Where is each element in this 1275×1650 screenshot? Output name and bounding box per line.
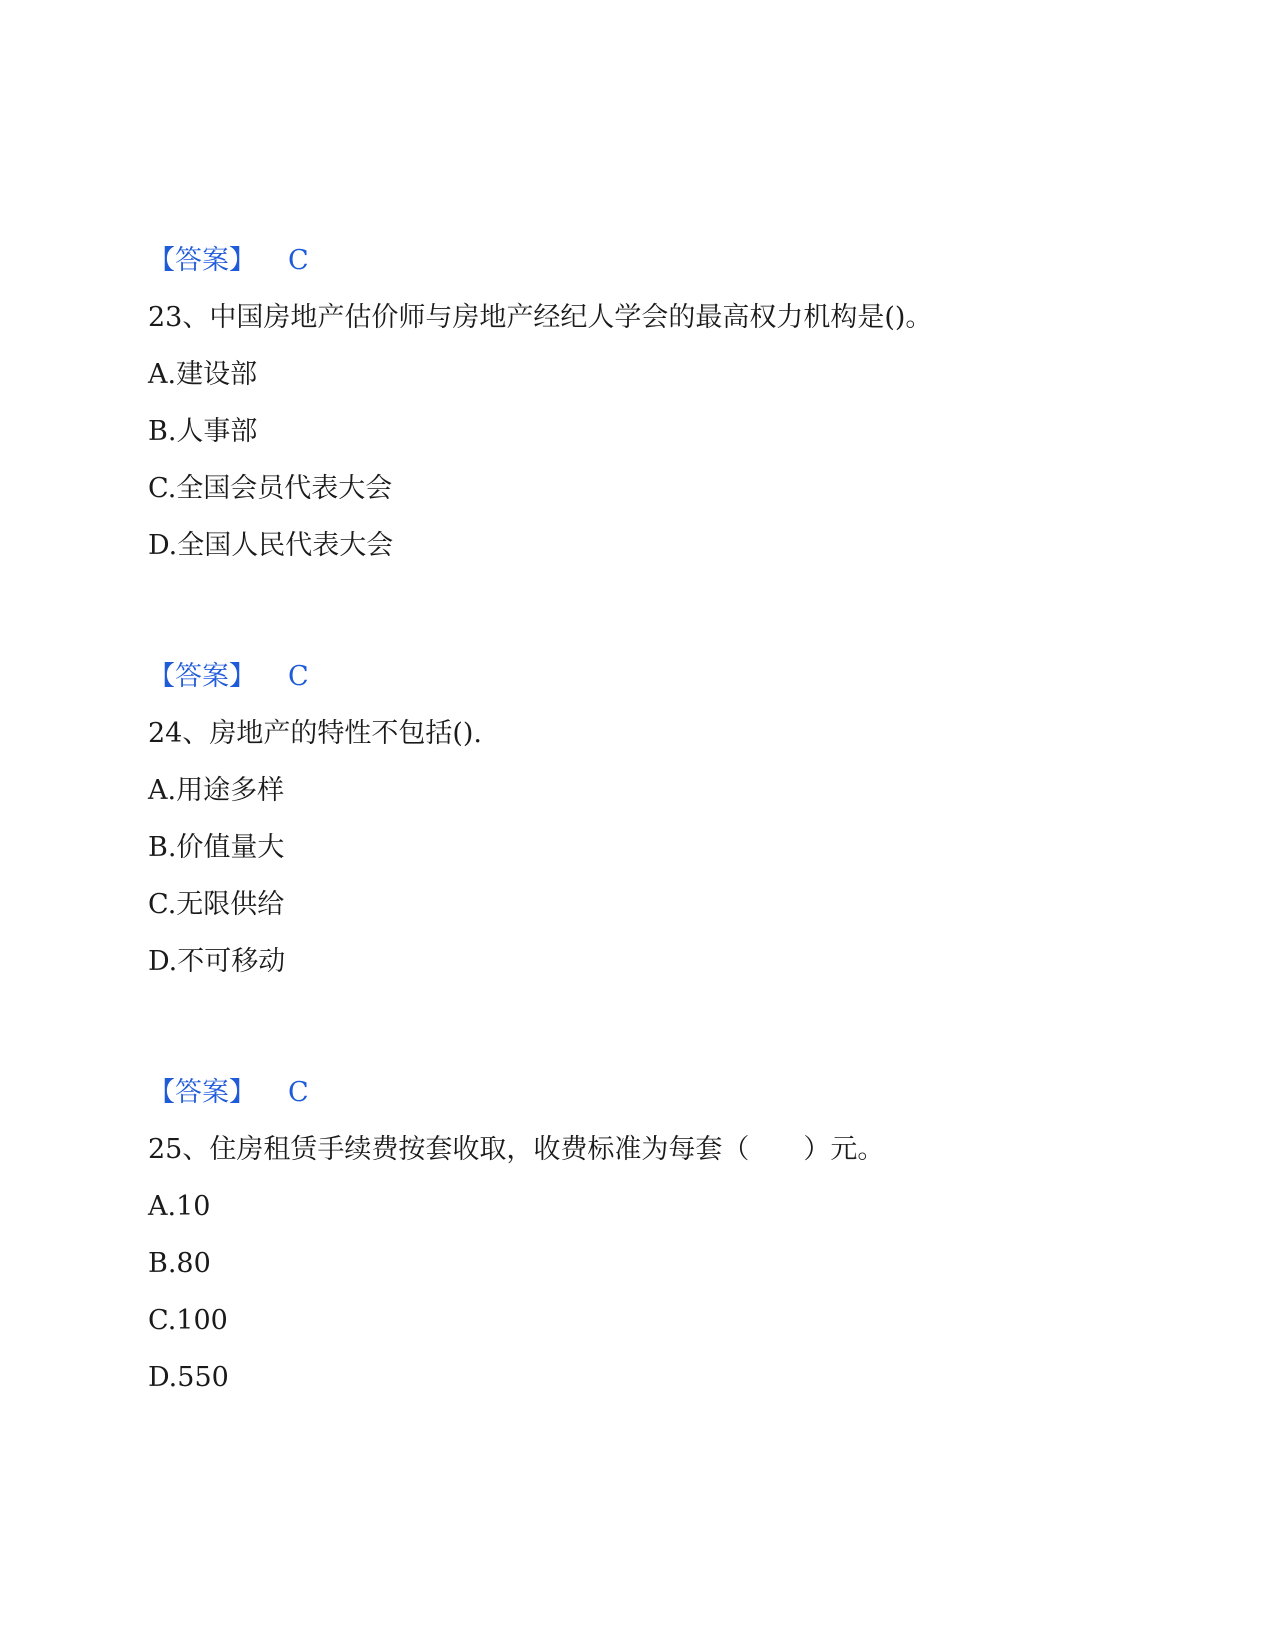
option-c: C.无限供给 [148,889,285,920]
answer-label: 【答案】 [148,661,256,692]
option-b: B.价值量大 [148,832,285,863]
option-c: C.全国会员代表大会 [148,473,393,504]
option-a: A.建设部 [148,359,258,390]
answer-line [148,649,1148,705]
answer-value: C [288,661,309,692]
answer-line [148,1065,1148,1121]
question-block-23 [148,233,1148,574]
option-d: D.550 [148,1362,229,1393]
answer-value: C [288,245,309,276]
answer-label: 【答案】 [148,245,256,276]
option-d: D.全国人民代表大会 [148,530,394,561]
option-a: A.用途多样 [148,775,285,806]
answer-label: 【答案】 [148,1077,256,1108]
question-block-24 [148,649,1148,990]
option-b: B.人事部 [148,416,258,447]
question-text: 23、中国房地产估价师与房地产经纪人学会的最高权力机构是()。 [148,302,933,333]
question-block-25 [148,1065,1148,1406]
question-text: 25、住房租赁手续费按套收取，收费标准为每套（ ）元。 [148,1134,885,1165]
question-text: 24、房地产的特性不包括(). [148,718,483,749]
option-c: C.100 [148,1305,228,1336]
option-d: D.不可移动 [148,946,286,977]
answer-value: C [288,1077,309,1108]
answer-line [148,233,1148,289]
option-a: A.10 [148,1191,211,1222]
option-b: B.80 [148,1248,211,1279]
